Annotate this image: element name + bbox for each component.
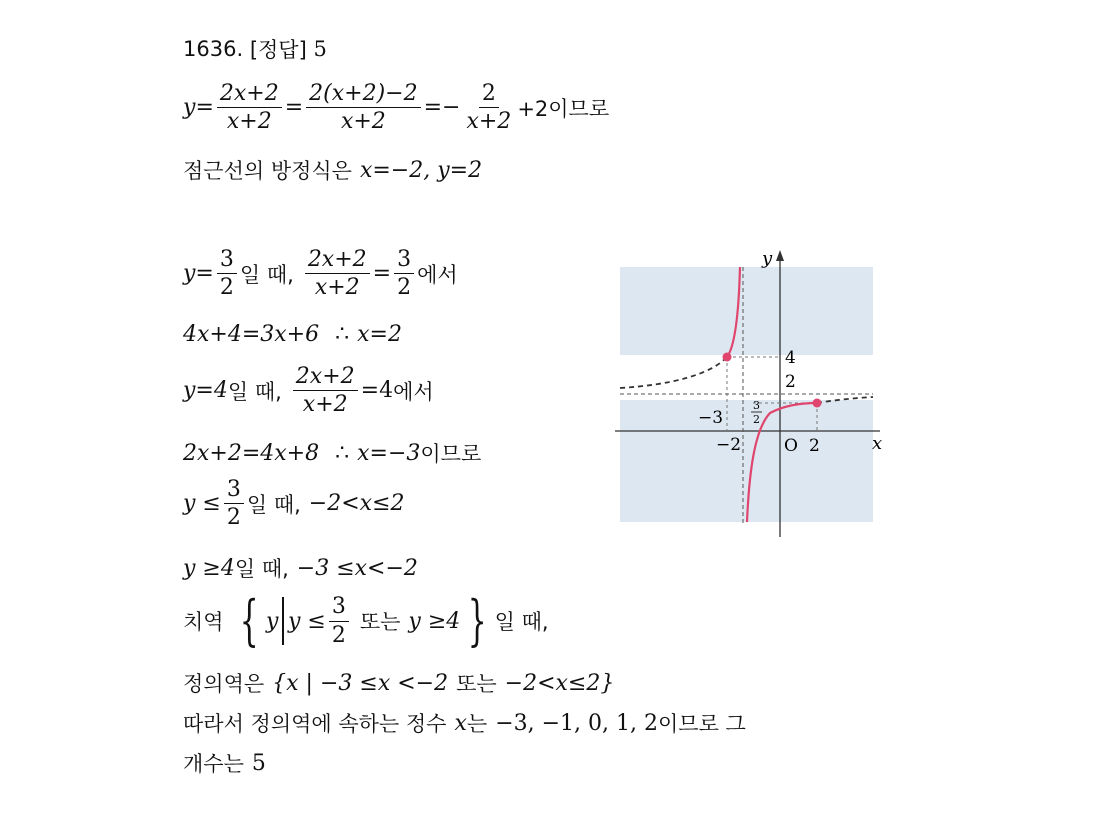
asymptote-equations: x=−2, y=2 (359, 157, 483, 183)
solve-line-4: 4x+4=3x+6 ∴ x=2 (183, 322, 402, 347)
asymptote-line (183, 155, 482, 185)
tick-y-2: 2 (785, 372, 796, 392)
range-line-8: y ≥4 일 때, −3 ≤x<−2 (183, 555, 418, 581)
condition-line-3: y= $\frac{3}{2}$ 일 때, $\frac{2x+2}{x+2}$ = $\frac{3}{2}$ 에서 (183, 247, 458, 301)
tick-y-4: 4 (785, 348, 796, 368)
function-graph (610, 245, 900, 545)
y-axis-label: y (762, 248, 773, 269)
fraction-3: $\frac{2}{x+2}$ (466, 81, 512, 135)
problem-number: 1636. (183, 37, 244, 61)
answer-header (183, 34, 327, 64)
point-2-32 (813, 399, 822, 408)
fraction-main: $\frac{2x+2}{x+2}$ (305, 248, 370, 299)
fraction-main-2: $\frac{2x+2}{x+2}$ (293, 365, 358, 416)
tick-x-2: 2 (809, 436, 820, 456)
fraction-3-2d: $\frac{3}{2}$ (329, 595, 349, 646)
shade-upper (620, 267, 873, 355)
left-brace: { (239, 589, 259, 652)
fraction-3-2c: $\frac{3}{2}$ (224, 478, 244, 529)
curve-left-dashed (620, 357, 727, 388)
domain-line: 정의역은 {x | −3 ≤x <−2 또는 −2<x≤2} (183, 670, 615, 696)
count-line: 개수는 5 (183, 750, 266, 776)
answer-value: 5 (313, 37, 327, 61)
right-brace: } (467, 589, 487, 652)
tick-y-32-den: 2 (753, 413, 760, 426)
tick-x-neg3: −3 (698, 408, 724, 428)
equation-line-1: y = $\frac{2x+2}{x+2}$ = $\frac{2(x+2)-2}{x+2}$ =− $\frac{2}{x+2}$ +2이므로 (183, 81, 610, 135)
lhs-y: y (183, 95, 196, 121)
solve-line-6: 2x+2=4x+8 ∴ x=−3 이므로 (183, 440, 482, 466)
asymptote-label: 점근선의 방정식은 (183, 159, 352, 183)
origin-label: O (784, 436, 798, 456)
fraction-3-2: $\frac{3}{2}$ (217, 248, 237, 299)
y-axis-arrow (776, 250, 784, 261)
conclusion-line: 따라서 정의역에 속하는 정수 x 는 −3, −1, 0, 1, 2 이므로 그 (183, 710, 746, 736)
condition-line-5: y=4 일 때, $\frac{2x+2}{x+2}$ =4 에서 (183, 364, 434, 418)
fraction-2: $\frac{2(x+2)-2}{x+2}$ (306, 82, 420, 133)
line1-tail: +2이므로 (517, 96, 610, 121)
point-neg3-4 (723, 353, 732, 362)
tick-x-neg2: −2 (716, 435, 742, 455)
fraction-3-2b: $\frac{3}{2}$ (394, 248, 414, 299)
set-bar (282, 597, 284, 645)
x-axis-label: x (872, 433, 883, 454)
answer-tag: [정답] (249, 38, 307, 62)
fraction-1: $\frac{2x+2}{x+2}$ (217, 82, 282, 133)
shade-lower (620, 400, 873, 522)
tick-y-32-num: 3 (753, 399, 760, 412)
range-line-7: y ≤ $\frac{3}{2}$ 일 때, −2<x≤2 (183, 477, 405, 531)
range-set-line: 치역 { y y ≤ $\frac{3}{2}$ 또는 y ≥4 } 일 때, (183, 589, 549, 652)
